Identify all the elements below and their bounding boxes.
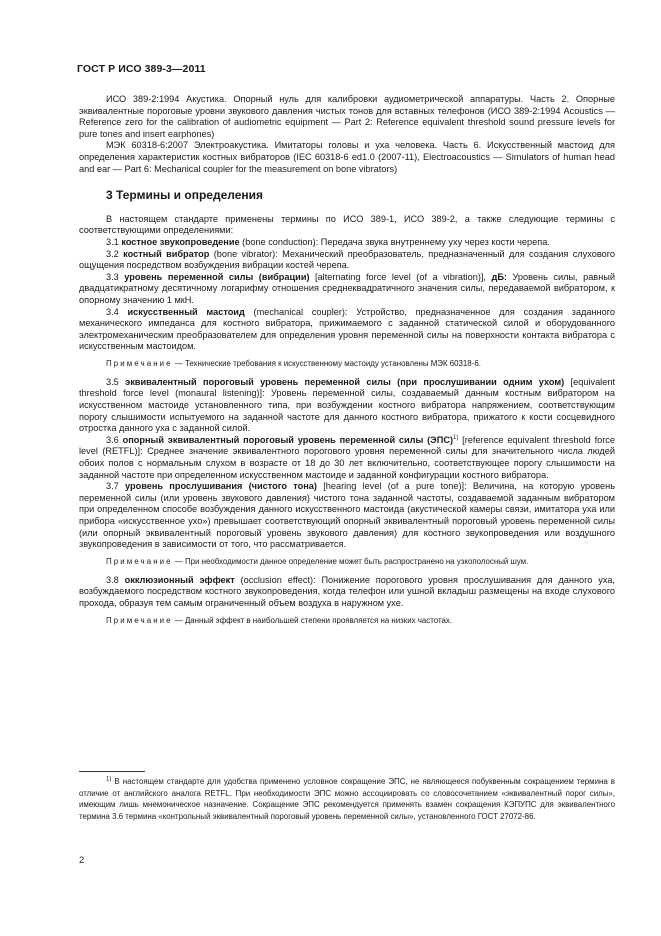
term-unit: дБ: <box>491 271 507 282</box>
term-number: 3.5 <box>106 376 119 387</box>
term-3-4 <box>79 307 615 353</box>
term-number: 3.7 <box>106 481 119 492</box>
document-header: ГОСТ Р ИСО 389-3—2011 <box>77 63 206 75</box>
note-text: — Технические требования к искусственному мастоиду установлены МЭК 60318-6. <box>172 358 481 368</box>
term-name: уровень переменной силы (вибрации) <box>124 271 310 282</box>
term-name: окклюзионный эффект <box>124 574 235 585</box>
term-name: уровень прослушивания (чистого тона) <box>125 481 317 492</box>
note-text: — Данный эффект в наибольшей степени проявляется на низких частотах. <box>172 615 453 625</box>
term-definition: [hearing level (of a pure tone)]: Величина, на которую уровень переменной силы (или уровень звукового давления) чистого тона заданной частоты, создаваемой заданным вибратором при определенном способе возбуждения данного искусственного мастоида (акустической камеры связи, имитатора уха или прибора «искусственное ухо») превышает соответствующий опорный эквивалентный пороговый уровень переменной силы (или опорный эквивалентный пороговый уровень звукового давления) для костного звукопроведения или воздушного звукопроведения в зависимости от того, что рассматривается. <box>79 481 615 550</box>
section-title: 3 Термины и определения <box>106 188 264 203</box>
term-number: 3.1 <box>106 236 119 247</box>
footnote-text: В настоящем стандарте для удобства применено условное сокращение ЭПС, не являющееся побуквенным сокращением термина в отличие от английского аналога RETFL. При необходимости ЭПС можно ассоциировать со словосочетанием «эквивалентный порог силы», имеющим лишь мнемоническое назначение. Сокращение ЭПС рекомендуется применять взамен сокращения КЭПУПС для эквивалентного термина 3.6 термина «контрольный эквивалентный пороговый уровень переменной силы», установленного ГОСТ 27072-86. <box>79 777 615 821</box>
term-3-6 <box>79 435 615 481</box>
term-number: 3.2 <box>106 248 119 259</box>
footnote-divider <box>79 771 145 772</box>
note-text: — При необходимости данное определение может быть распространено на узкополосный шум. <box>172 556 529 566</box>
note-label: Примечание <box>106 556 173 566</box>
term-name: опорный эквивалентный пороговый уровень переменной силы (ЭПС) <box>122 434 454 445</box>
term-name: искусственный мастоид <box>127 306 245 317</box>
term-number: 3.6 <box>106 434 119 445</box>
term-definition: (occlusion effect): Понижение порогового уровня прослушивания для данного уха, возбуждаемого посредством костного звукопроведения, когда телефон или ушной вкладыш размещены на входе слухового прохода, образуя тем самым ограниченный объем воздуха в наружном ухе. <box>79 574 615 608</box>
document-body <box>79 94 615 634</box>
term-3-2 <box>79 249 615 272</box>
term-definition: [reference equivalent threshold force level (RETFL)]: Среднее значение эквивалентного порогового уровня переменной силы для значительного числа людей обоих полов с нормальным слухом в возрасте от 18 до 30 лет включительно, соответствующее порогу слышимости на заданной частоте при определенном искусственном мастоиде и заданной конфигурации костного вибратора. <box>79 434 616 480</box>
section-intro: В настоящем стандарте применены термины по ИСО 389-1, ИСО 389-2, а также следующие термины с соответствующими определениями: <box>79 213 615 236</box>
term-3-3 <box>79 272 615 307</box>
term-definition: (mechanical coupler): Устройство, предназначенное для создания заданного механического импеданса для костного вибратора, прижимаемого с заданной статической силой и оборудованного электромеханическим преобразователем для определения уровня переменной силы на поверхности контакта вибратора с искусственным мастоидом. <box>79 306 615 352</box>
reference-iso-389-2: ИСО 389-2:1994 Акустика. Опорный нуль для калибровки аудиометрической аппаратуры. Часть 2. Опорные эквивалентные пороговые уровни звукового давления чистых тонов для вставных телефонов (ИСО 389-2:1994 Acoustics — Reference zero for the calibration of audiometric equipment — Part 2: Reference equivalent threshold sound pressure levels for pure tones and insert earphones) <box>79 94 615 139</box>
term-english: [alternating force level (of a vibration)], <box>309 271 492 282</box>
term-3-8 <box>79 575 615 610</box>
term-definition: (bone vibrator): Механический преобразователь, предназначенный для создания слухового ощущения посредством возбуждения вибрации костей черепа. <box>79 248 615 271</box>
term-3-7 <box>79 481 615 551</box>
term-definition: [equivalent threshold force level (monaural listening)]: Уровень переменной силы, создаваемый данным костным вибратором на искусственном мастоиде установленного типа, при возбуждении костного вибратора напряжением, соответствующим порогу слышимости испытуемого на заданной частоте для данного костного вибратора, прижатого к кости сосцевидного отростка данного уха с заданной силой. <box>79 376 615 434</box>
note-3-7 <box>79 556 615 567</box>
term-3-5 <box>79 377 615 435</box>
note-3-8 <box>79 615 615 626</box>
term-number: 3.8 <box>106 574 119 585</box>
page-number: 2 <box>79 855 85 866</box>
term-name: эквивалентный пороговый уровень переменной силы (при прослушивании одним ухом) <box>125 376 565 387</box>
note-label: Примечание <box>106 615 173 625</box>
footnote-ref: 1) <box>453 434 459 441</box>
note-label: Примечание <box>106 358 173 368</box>
term-3-1 <box>79 237 615 249</box>
footnote <box>79 776 615 822</box>
reference-iec-60318-6: МЭК 60318-6:2007 Электроакустика. Имитаторы головы и уха человека. Часть 6. Искусственный мастоид для определения характеристик костных вибраторов (IEC 60318-6 ed1.0 (2007-11), Electroacoustics — Simulators of human head and ear — Part 6: Mechanical coupler for the measurement on bone vibrators) <box>79 140 615 174</box>
term-definition: (bone conduction): Передача звука внутреннему уху через кости черепа. <box>239 236 550 247</box>
term-name: костный вибратор <box>123 248 210 259</box>
term-number: 3.4 <box>106 306 119 317</box>
footnote-mark: 1) <box>106 776 112 783</box>
term-name: костное звукопроведение <box>121 236 240 247</box>
note-3-4 <box>79 358 615 369</box>
term-number: 3.3 <box>106 271 119 282</box>
term-definition: Уровень силы, равный двадцатикратному десятичному логарифму отношения среднеквадратичного значения силы, передаваемой вибратором, к опорному значению 1 мкН. <box>79 271 616 305</box>
